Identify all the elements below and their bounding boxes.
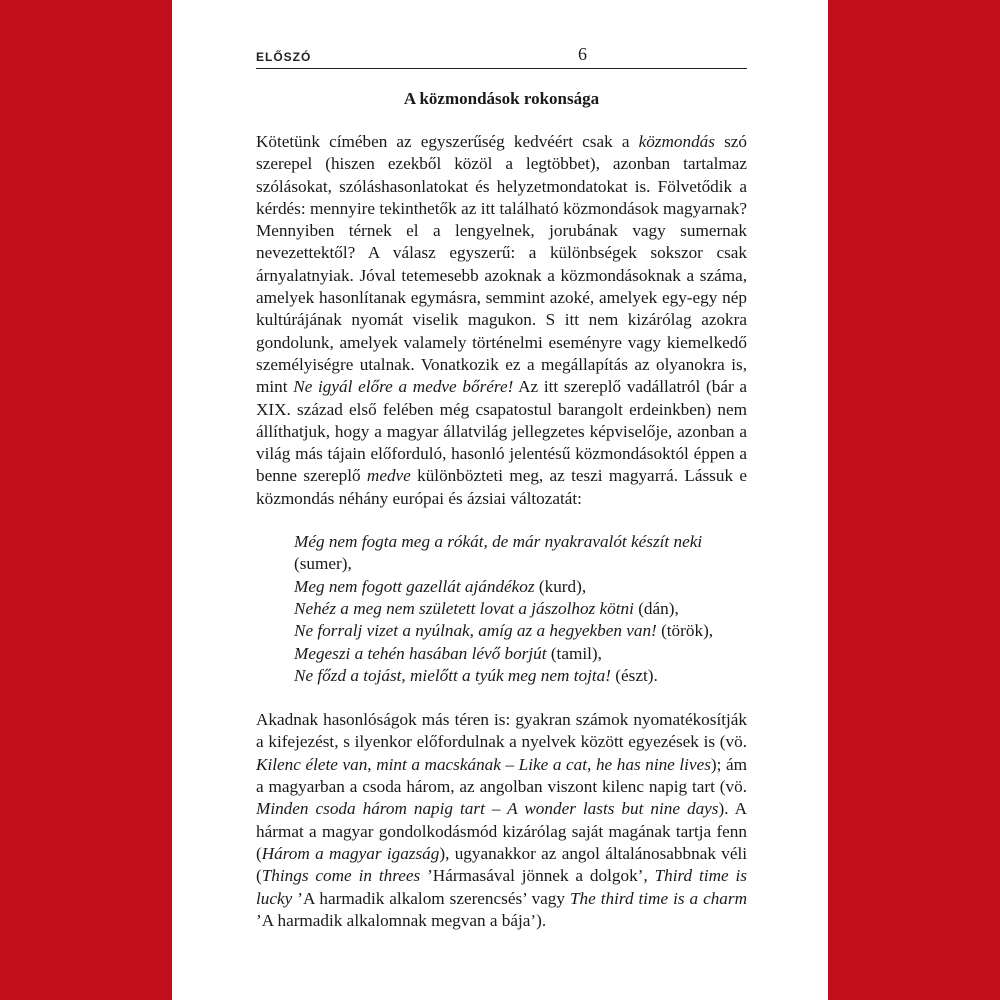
italic-text: Ne forralj vizet a nyúlnak, amíg az a hegyekben van!	[294, 621, 657, 641]
italic-text: Third time is lucky	[256, 866, 747, 908]
text-run: (sumer),	[294, 554, 352, 574]
text-run: ). A hármat a magyar gondolkodásmód kizárólag saját magának tartja fenn (	[256, 799, 747, 863]
proverb-variant	[294, 531, 747, 576]
italic-text: Kilenc élete van, mint a macskának – Like a cat, he has nine lives	[256, 754, 711, 774]
italic-text: Három a magyar igazság	[261, 843, 440, 863]
proverb-variant	[294, 665, 747, 687]
text-run: (észt).	[610, 665, 658, 685]
text-run: ’Hármasával jönnek a dolgok’,	[420, 866, 655, 886]
italic-text: Ne főzd a tojást, mielőtt a tyúk meg nem tojta!	[294, 665, 611, 685]
proverb-variant	[294, 576, 747, 598]
italic-text: Minden csoda három napig tart – A wonder lasts but nine days	[256, 799, 719, 819]
italic-text: Ne igyál előre a medve bőrére!	[293, 377, 514, 397]
italic-text: közmondás	[638, 132, 715, 151]
chapter-heading: A közmondások rokonsága	[403, 89, 600, 108]
text-run: ’A harmadik alkalomnak megvan a bája’).	[256, 910, 547, 930]
running-header	[256, 44, 747, 69]
proverb-variant	[294, 620, 747, 642]
text-run: (kurd),	[534, 576, 587, 596]
italic-text: The third time is a charm	[569, 888, 748, 908]
italic-text: Things come in threes	[261, 866, 421, 886]
proverb-variants-list	[294, 531, 747, 687]
text-run: ); ám a magyarban a csoda három, az angolban viszont kilenc napig tart (vö.	[256, 754, 747, 797]
text-run: ), ugyanakkor az angol általánosabbnak véli (	[256, 843, 747, 886]
proverb-variant	[294, 643, 747, 665]
text-run: Akadnak hasonlóságok más téren is: gyakran számok nyomatékosítják a kifejezést, s ilyenkor előfordulnak a nyelvek között egyezések is (vö.	[256, 710, 747, 752]
text-run: szó szerepel (hiszen ezekből közöl a legtöbbet), azonban tartalmaz szólásokat, szóláshasonlatokat és helyzetmondatokat is. Fölvetődik a kérdés: mennyire tekinthetők az itt található közmondások magyarnak? Mennyiben térnek el a lengyelnek, jorubának vagy sumernak nevezettektől? A válasz egyszerű: a különbségek sokszor csak árnyalatnyiak. Jóval tetemesebb azoknak a közmondásoknak a száma, amelyek hasonlítanak egymásra, semmint azoké, amelyek egy-egy nép kultúrájának nyomát viselik magukon. S itt nem kizárólag azokra gondolunk, amelyek valamely történelmi eseményre vagy kiemelkedő személyiségre utalnak. Vonatkozik ez a megállapítás az olyanokra is, mint	[256, 132, 747, 397]
proverb-variant	[294, 598, 747, 620]
italic-text: Megeszi a tehén hasában lévő borjút	[294, 643, 547, 663]
text-run: különbözteti meg, az teszi magyarrá. Lássuk e közmondás néhány európai és ázsiai változatát:	[256, 466, 747, 508]
section-title: ELŐSZÓ	[256, 50, 312, 64]
page-content	[256, 82, 747, 932]
paragraph-2	[256, 709, 747, 932]
italic-text: medve	[366, 466, 411, 486]
text-run: (török),	[656, 621, 714, 641]
paragraph-1	[256, 131, 747, 510]
text-run: Kötetünk címében az egyszerűség kedvéért csak a	[256, 132, 639, 151]
page-number: 6	[578, 44, 587, 64]
text-run: Az itt szereplő vadállatról (bár a XIX. század első felében még csapatostul barangolt erdeinkben) nem állíthatjuk, hogy a magyar állatvilág jellegzetes képviselője, azonban a világ más tájain előforduló, hasonló jelentésű közmondásoktól éppen a benne szereplő	[256, 377, 748, 486]
book-page	[172, 0, 828, 1000]
italic-text: Még nem fogta meg a rókát, de már nyakravalót készít neki	[294, 532, 703, 552]
italic-text: Nehéz a meg nem született lovat a jászolhoz kötni	[294, 598, 634, 618]
text-run: (dán),	[633, 598, 679, 618]
text-run: (tamil),	[546, 643, 602, 663]
italic-text: Meg nem fogott gazellát ajándékoz	[294, 576, 535, 596]
text-run: ’A harmadik alkalom szerencsés’ vagy	[292, 888, 570, 908]
